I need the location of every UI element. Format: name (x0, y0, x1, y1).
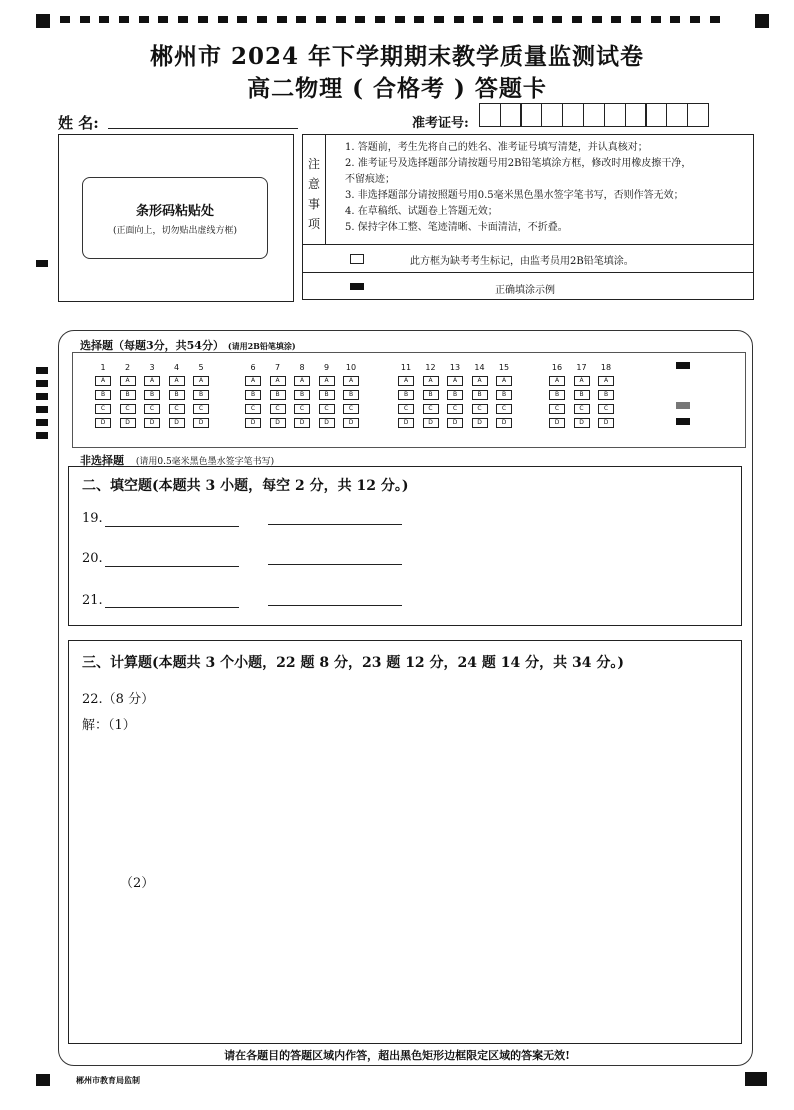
calc-section[interactable] (68, 640, 742, 1044)
option-bubble[interactable]: D (574, 418, 590, 428)
timing-tick (670, 16, 680, 23)
timing-mark (676, 418, 690, 425)
notes-divider (302, 244, 754, 245)
question-number: 11 (400, 363, 412, 372)
option-bubble[interactable]: A (447, 376, 463, 386)
option-bubble[interactable]: C (447, 404, 463, 414)
question-number: 16 (551, 363, 563, 372)
exam-id-digit-box[interactable] (562, 103, 584, 127)
option-bubble[interactable]: D (270, 418, 286, 428)
exam-id-digit-box[interactable] (687, 103, 709, 127)
option-bubble[interactable]: A (95, 376, 111, 386)
timing-tick (139, 16, 149, 23)
option-bubble[interactable]: C (574, 404, 590, 414)
option-bubble[interactable]: C (245, 404, 261, 414)
fill-q21-blank1[interactable] (105, 607, 239, 608)
filled-example-mark (350, 283, 364, 290)
question-column (95, 362, 111, 432)
nonchoice-hint: (请用0.5毫米黑色墨水签字笔书写) (135, 457, 275, 467)
q22-solution-part2: （2） (120, 876, 155, 891)
notes-heading-char: 注 (307, 157, 320, 171)
barcode-title: 条形码粘贴处 (135, 204, 214, 219)
side-mark (36, 393, 48, 400)
notes-heading-char: 项 (307, 217, 320, 231)
issuer: 郴州市教育局监制 (76, 1075, 140, 1085)
corner-mark (755, 14, 769, 28)
fill-q20-blank1[interactable] (105, 566, 239, 567)
timing-mark (676, 362, 690, 369)
option-bubble[interactable]: C (294, 404, 310, 414)
option-bubble[interactable]: C (598, 404, 614, 414)
option-bubble[interactable]: B (398, 390, 414, 400)
page-subtitle: 高二物理 ( 合格考 ) 答题卡 (247, 75, 547, 102)
exam-id-digit-box[interactable] (604, 103, 626, 127)
timing-tick (690, 16, 700, 23)
option-bubble[interactable]: D (472, 418, 488, 428)
option-bubble[interactable]: A (398, 376, 414, 386)
option-bubble[interactable]: D (193, 418, 209, 428)
question-column (193, 362, 209, 432)
option-bubble[interactable]: A (574, 376, 590, 386)
timing-tick (257, 16, 267, 23)
notes-heading-char: 事 (307, 197, 320, 211)
note-item: 1. 答题前，考生先将自己的姓名、准考证号填写清楚，并认真核对； (345, 142, 648, 153)
barcode-note: (正面向上，切勿贴出虚线方框) (112, 226, 238, 236)
option-bubble[interactable]: A (598, 376, 614, 386)
exam-id-digit-box[interactable] (500, 103, 522, 127)
option-bubble[interactable]: B (447, 390, 463, 400)
option-bubble[interactable]: C (270, 404, 286, 414)
question-column (496, 362, 512, 432)
fill-q19-blank2[interactable] (268, 524, 402, 525)
question-number: 8 (299, 363, 305, 372)
question-number: 7 (274, 363, 281, 372)
question-number: 18 (600, 363, 612, 372)
note-item: 4. 在草稿纸、试题卷上答题无效； (345, 206, 498, 217)
option-bubble[interactable]: A (144, 376, 160, 386)
name-label: 姓 名: (58, 114, 99, 132)
timing-tick (414, 16, 424, 23)
timing-tick (80, 16, 90, 23)
side-mark (36, 406, 48, 413)
timing-tick (218, 16, 228, 23)
timing-tick (316, 16, 326, 23)
note-item: 2. 准考证号及选择题部分请按题号用2B铅笔填涂方框，修改时用橡皮擦干净， (345, 158, 692, 169)
question-column (245, 362, 261, 432)
side-mark (36, 380, 48, 387)
question-number: 12 (425, 363, 436, 372)
option-bubble[interactable]: B (319, 390, 335, 400)
footer-warning: 请在各题目的答题区域内作答，超出黑色矩形边框限定区域的答案无效! (224, 1049, 570, 1062)
note-item: 3. 非选择题部分请按照题号用0.5毫米黑色墨水签字笔书写，否则作答无效； (345, 190, 684, 201)
absent-checkbox[interactable] (350, 254, 364, 264)
option-bubble[interactable]: B (598, 390, 614, 400)
option-bubble[interactable]: A (294, 376, 310, 386)
timing-tick (533, 16, 543, 23)
fill-q20-blank2[interactable] (268, 564, 402, 565)
question-column (423, 362, 439, 432)
option-bubble[interactable]: B (472, 390, 488, 400)
timing-tick (651, 16, 661, 23)
option-bubble[interactable]: C (95, 404, 111, 414)
fill-q21-blank2[interactable] (268, 605, 402, 606)
option-bubble[interactable]: C (343, 404, 359, 414)
timing-tick (710, 16, 720, 23)
question-number: 9 (323, 363, 330, 372)
option-bubble[interactable]: C (169, 404, 185, 414)
timing-tick (99, 16, 109, 23)
option-bubble[interactable]: C (120, 404, 136, 414)
option-bubble[interactable]: D (398, 418, 414, 428)
option-bubble[interactable]: B (144, 390, 160, 400)
timing-tick (572, 16, 582, 23)
option-bubble[interactable]: D (169, 418, 185, 428)
timing-tick (513, 16, 523, 23)
option-bubble[interactable]: C (319, 404, 335, 414)
notes-heading (306, 154, 322, 234)
fill-q19-blank1[interactable] (105, 526, 239, 527)
notes-list (345, 140, 691, 236)
question-column (549, 362, 565, 432)
fill-q20-label: 20. (82, 551, 103, 566)
option-bubble[interactable]: C (398, 404, 414, 414)
option-bubble[interactable]: A (549, 376, 565, 386)
side-mark (36, 367, 48, 374)
option-bubble[interactable]: B (193, 390, 209, 400)
question-number: 15 (498, 363, 510, 372)
option-bubble[interactable]: B (423, 390, 439, 400)
exam-id-digit-box[interactable] (645, 103, 667, 127)
choice-hint: (请用2B铅笔填涂) (227, 341, 296, 351)
question-column (398, 362, 414, 432)
question-column (598, 362, 614, 432)
question-number: 2 (124, 363, 131, 372)
name-field[interactable] (108, 128, 298, 129)
timing-tick (178, 16, 188, 23)
option-bubble[interactable]: B (574, 390, 590, 400)
option-bubble[interactable]: C (193, 404, 209, 414)
option-bubble[interactable]: A (423, 376, 439, 386)
timing-tick (434, 16, 444, 23)
timing-tick (119, 16, 129, 23)
option-bubble[interactable]: B (120, 390, 136, 400)
option-bubble[interactable]: B (95, 390, 111, 400)
page-title: 郴州市 2024 年下学期期末教学质量监测试卷 (149, 43, 645, 70)
note-item: 5. 保持字体工整、笔迹清晰、卡面清洁，不折叠。 (345, 222, 568, 233)
exam-id-digit-box[interactable] (583, 103, 605, 127)
option-bubble[interactable]: D (144, 418, 160, 428)
timing-tick (454, 16, 464, 23)
option-bubble[interactable]: D (95, 418, 111, 428)
exam-id-digit-box[interactable] (520, 103, 542, 127)
question-number: 3 (149, 363, 155, 372)
correct-example-text: 正确填涂示例 (495, 285, 555, 296)
option-bubble[interactable]: C (472, 404, 488, 414)
question-column (574, 362, 590, 432)
option-bubble[interactable]: A (319, 376, 335, 386)
question-number: 14 (474, 363, 485, 372)
timing-tick (296, 16, 306, 23)
timing-tick (552, 16, 562, 23)
question-number: 13 (449, 363, 461, 372)
timing-tick (355, 16, 365, 23)
option-bubble[interactable]: B (169, 390, 185, 400)
option-bubble[interactable]: A (496, 376, 512, 386)
option-bubble[interactable]: C (423, 404, 439, 414)
question-number: 4 (173, 363, 180, 372)
q22-solution-part1: 解：（1） (82, 718, 136, 733)
exam-id-digit-box[interactable] (541, 103, 563, 127)
timing-tick (375, 16, 385, 23)
timing-tick (198, 16, 208, 23)
side-mark (36, 260, 48, 267)
question-column (169, 362, 185, 432)
question-number: 6 (250, 363, 256, 372)
question-column (447, 362, 463, 432)
option-bubble[interactable]: B (270, 390, 286, 400)
option-bubble[interactable]: C (549, 404, 565, 414)
option-bubble[interactable]: D (343, 418, 359, 428)
timing-tick (611, 16, 621, 23)
timing-tick (277, 16, 287, 23)
option-bubble[interactable]: D (120, 418, 136, 428)
notes-divider (325, 134, 326, 244)
fill-q21-label: 21. (82, 593, 103, 608)
question-column (319, 362, 335, 432)
question-column (120, 362, 136, 432)
option-bubble[interactable]: B (343, 390, 359, 400)
notes-heading-char: 意 (307, 177, 320, 191)
notes-divider (302, 272, 754, 273)
option-bubble[interactable]: A (472, 376, 488, 386)
choice-header (80, 337, 296, 353)
exam-id-digit-box[interactable] (625, 103, 647, 127)
nonchoice-title: 非选择题 (80, 454, 124, 467)
side-mark (36, 419, 48, 426)
option-bubble[interactable]: B (549, 390, 565, 400)
question-number: 10 (345, 363, 357, 372)
option-bubble[interactable]: A (169, 376, 185, 386)
option-bubble[interactable]: A (343, 376, 359, 386)
option-bubble[interactable]: C (144, 404, 160, 414)
corner-mark (36, 1074, 50, 1086)
timing-tick (60, 16, 70, 23)
option-bubble[interactable]: B (294, 390, 310, 400)
question-column (270, 362, 286, 432)
question-number: 1 (100, 363, 106, 372)
timing-tick (631, 16, 641, 23)
option-bubble[interactable]: D (423, 418, 439, 428)
option-bubble[interactable]: D (319, 418, 335, 428)
exam-id-boxes[interactable] (480, 103, 709, 127)
exam-id-label: 准考证号: (412, 116, 469, 131)
side-mark (36, 432, 48, 439)
option-bubble[interactable]: D (496, 418, 512, 428)
absent-mark-text: 此方框为缺考考生标记，由监考员用2B铅笔填涂。 (410, 256, 634, 267)
question-number: 17 (576, 363, 587, 372)
question-column (294, 362, 310, 432)
timing-ticks (60, 14, 720, 26)
fill-title: 二、填空题(本题共 3 小题，每空 2 分，共 12 分。) (82, 478, 409, 494)
corner-mark (745, 1072, 767, 1086)
option-bubble[interactable]: A (245, 376, 261, 386)
option-bubble[interactable]: D (549, 418, 565, 428)
timing-tick (592, 16, 602, 23)
timing-tick (473, 16, 483, 23)
option-bubble[interactable]: D (447, 418, 463, 428)
fill-q19-label: 19. (82, 511, 103, 526)
question-column (472, 362, 488, 432)
option-bubble[interactable]: D (294, 418, 310, 428)
option-bubble[interactable]: C (496, 404, 512, 414)
choice-title: 选择题（每题3分，共54分） (80, 339, 224, 352)
calc-title: 三、计算题(本题共 3 个小题，22 题 8 分，23 题 12 分，24 题 14 分，共 34 分。) (82, 655, 624, 671)
question-number: 5 (198, 363, 204, 372)
timing-tick (336, 16, 346, 23)
timing-tick (237, 16, 247, 23)
option-bubble[interactable]: A (120, 376, 136, 386)
timing-tick (158, 16, 168, 23)
barcode-area (82, 177, 268, 259)
option-bubble[interactable]: D (245, 418, 261, 428)
q22-label: 22.（8 分） (82, 692, 155, 707)
option-bubble[interactable]: A (270, 376, 286, 386)
timing-mark (676, 402, 690, 409)
option-bubble[interactable]: D (598, 418, 614, 428)
exam-id-digit-box[interactable] (666, 103, 688, 127)
timing-tick (395, 16, 405, 23)
option-bubble[interactable]: B (496, 390, 512, 400)
exam-id-digit-box[interactable] (479, 103, 501, 127)
question-column (144, 362, 160, 432)
note-item: 不留痕迹； (345, 174, 395, 185)
option-bubble[interactable]: A (193, 376, 209, 386)
question-column (343, 362, 359, 432)
option-bubble[interactable]: B (245, 390, 261, 400)
timing-tick (493, 16, 503, 23)
corner-mark (36, 14, 50, 28)
